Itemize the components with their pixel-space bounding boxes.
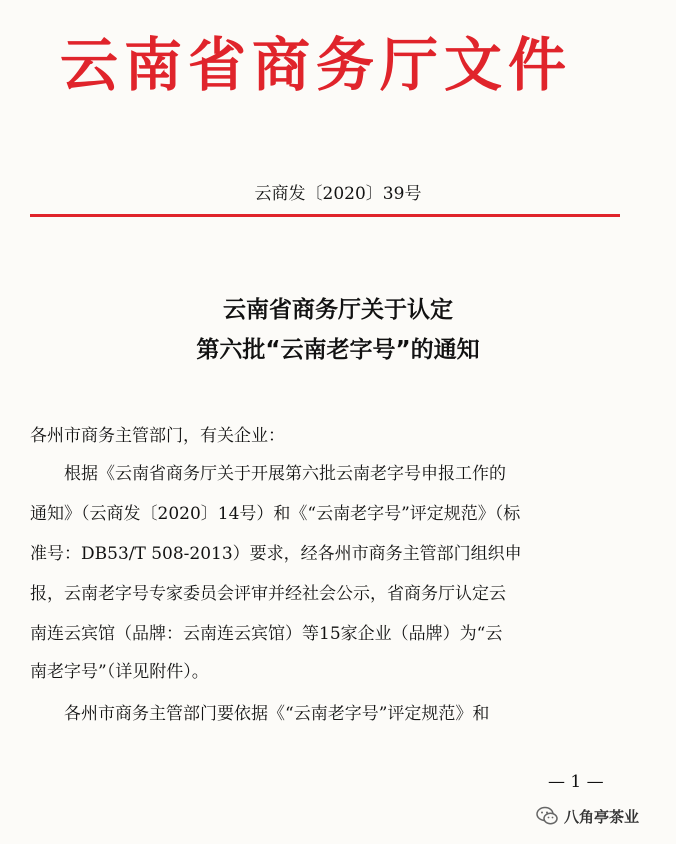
paragraph-line: 各州市商务主管部门要依据《“云南老字号”评定规范》和 xyxy=(30,704,490,724)
notice-title-line-1: 云南省商务厅关于认定 xyxy=(223,297,453,323)
masthead-title: 云南省商务厅文件 xyxy=(60,31,573,99)
red-divider-line xyxy=(30,214,620,217)
page-number: — 1 — xyxy=(548,772,604,792)
paragraph-line: 通知》（云商发〔2020〕14号）和《“云南老字号”评定规范》（标 xyxy=(30,504,521,524)
wechat-watermark xyxy=(536,804,639,828)
salutation: 各州市商务主管部门，有关企业： xyxy=(30,426,285,446)
paragraph-line: 准号：DB53/T 508-2013）要求，经各州市商务主管部门组织申 xyxy=(30,544,522,564)
document-number: 云商发〔2020〕39号 xyxy=(254,184,422,204)
paragraph-line: 南老字号”（详见附件）。 xyxy=(30,662,209,682)
paragraph-line: 南连云宾馆（品牌：云南连云宾馆）等15家企业（品牌）为“云 xyxy=(30,624,503,644)
notice-title-line-2: 第六批“云南老字号”的通知 xyxy=(196,337,480,363)
paragraph-line: 报，云南老字号专家委员会评审并经社会公示，省商务厅认定云 xyxy=(30,584,506,604)
wechat-icon xyxy=(536,806,558,826)
watermark-text: 八角亭茶业 xyxy=(564,807,640,826)
paragraph-line: 根据《云南省商务厅关于开展第六批云南老字号申报工作的 xyxy=(30,464,506,484)
